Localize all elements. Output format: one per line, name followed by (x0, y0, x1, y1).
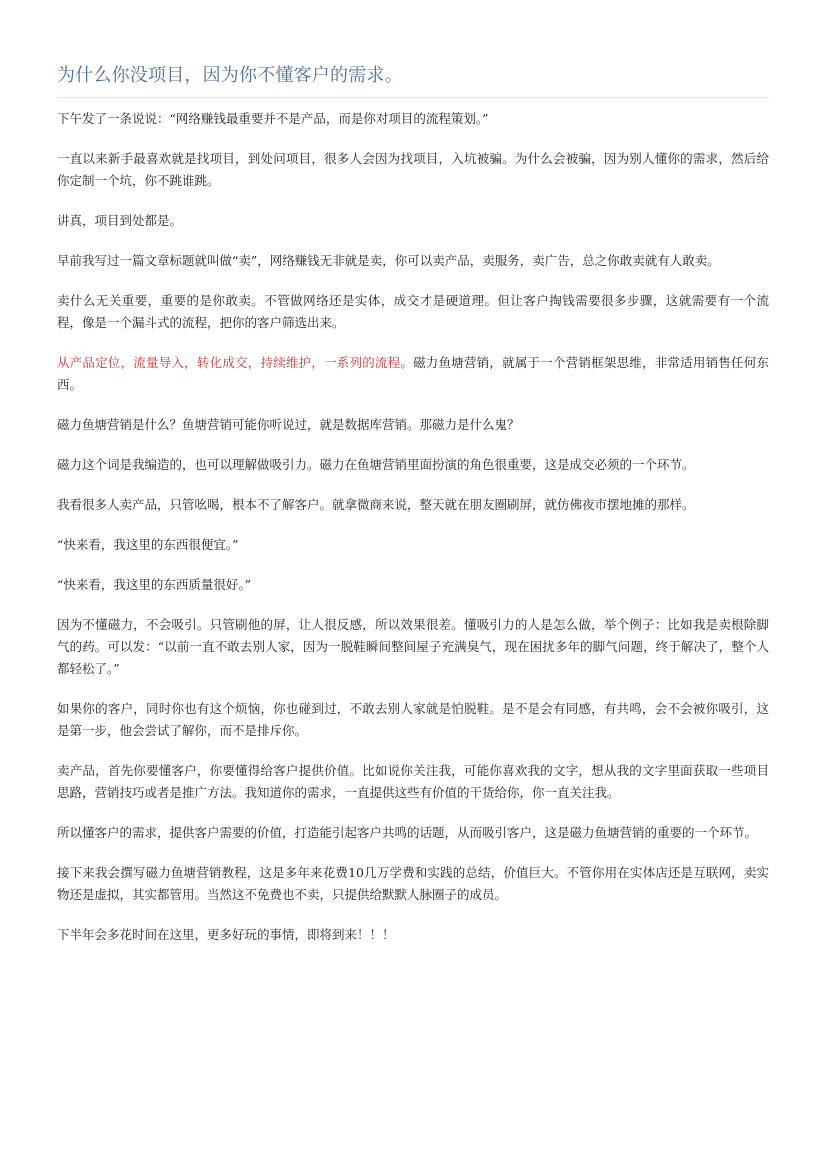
paragraph-4: 早前我写过一篇文章标题就叫做“卖”，网络赚钱无非就是卖，你可以卖产品，卖服务，卖广告，总之你敢卖就有人敢卖。 (57, 253, 720, 268)
article (57, 62, 769, 964)
paragraph-9: 我看很多人卖产品，只管吆喝，根本不了解客户。就拿微商来说，整天就在朋友圈刷屏，就仿佛夜市摆地摊的那样。 (57, 497, 695, 512)
paragraph-5: 卖什么无关重要，重要的是你敢卖。不管做网络还是实体，成交才是硬道理。但让客户掏钱需要很多步骤，这就需要有一个流程，像是一个漏斗式的流程，把你的客户筛选出来。 (57, 293, 769, 330)
paragraph-8: 磁力这个词是我编造的，也可以理解做吸引力。磁力在鱼塘营销里面扮演的角色很重要，这是成交必须的一个环节。 (57, 457, 695, 472)
paragraph-14: 卖产品，首先你要懂客户，你要懂得给客户提供价值。比如说你关注我，可能你喜欢我的文字，想从我的文字里面获取一些项目思路，营销技巧或者是推广方法。我知道你的需求，一直提供这些有价值的干货给你，你一直关注我。 (57, 763, 769, 800)
paragraph-7: 磁力鱼塘营销是什么？鱼塘营销可能你听说过，就是数据库营销。那磁力是什么鬼？ (57, 417, 520, 432)
paragraph-15: 所以懂客户的需求，提供客户需要的价值，打造能引起客户共鸣的话题，从而吸引客户，这是磁力鱼塘营销的重要的一个环节。 (57, 825, 758, 840)
paragraph-10: “快来看，我这里的东西很便宜。” (57, 537, 239, 552)
paragraph-3: 讲真，项目到处都是。 (57, 213, 183, 228)
paragraph-6-prefix: 从 (57, 355, 70, 370)
paragraph-16: 接下来我会撰写磁力鱼塘营销教程，这是多年来花费10几万学费和实践的总结，价值巨大。不管你用在实体店还是互联网，卖实物还是虚拟，其实都管用。当然这不免费也不卖，只提供给默默人脉圈子的成员。 (57, 865, 769, 902)
paragraph-13: 如果你的客户，同时你也有这个烦恼，你也碰到过，不敢去别人家就是怕脱鞋。是不是会有同感，有共鸣，会不会被你吸引，这是第一步，他会尝试了解你，而不是排斥你。 (57, 701, 769, 738)
paragraph-11: “快来看，我这里的东西质量很好。” (57, 577, 252, 592)
paragraph-2: 一直以来新手最喜欢就是找项目，到处问项目，很多人会因为找项目，入坑被骗。为什么会被骗，因为别人懂你的需求，然后给你定制一个坑，你不跳谁跳。 (57, 151, 769, 188)
paragraph-6-suffix: 。磁力鱼塘营销，就属于一个营销框架思维，非常适用销售任何东西。 (57, 355, 769, 392)
highlighted-process: 产品定位，流量导入，转化成交，持续维护，一系列的流程 (69, 355, 401, 370)
paragraph-12: 因为不懂磁力，不会吸引。只管刷他的屏，让人很反感，所以效果很差。懂吸引力的人是怎么做，举个例子：比如我是卖根除脚气的药。可以发：“以前一直不敢去别人家，因为一脱鞋瞬间整间屋子充满臭气，现在困扰多年的脚气问题，终于解决了，整个人都轻松了。” (57, 617, 769, 676)
paragraph-17: 下半年会多花时间在这里，更多好玩的事情，即将到来！！！ (57, 927, 395, 942)
paragraph-6 (57, 352, 769, 396)
page-title: 为什么你没项目，因为你不懂客户的需求。 (57, 62, 769, 98)
article-body (57, 108, 769, 946)
paragraph-1: 下午发了一条说说：“网络赚钱最重要并不是产品，而是你对项目的流程策划。” (57, 111, 489, 126)
